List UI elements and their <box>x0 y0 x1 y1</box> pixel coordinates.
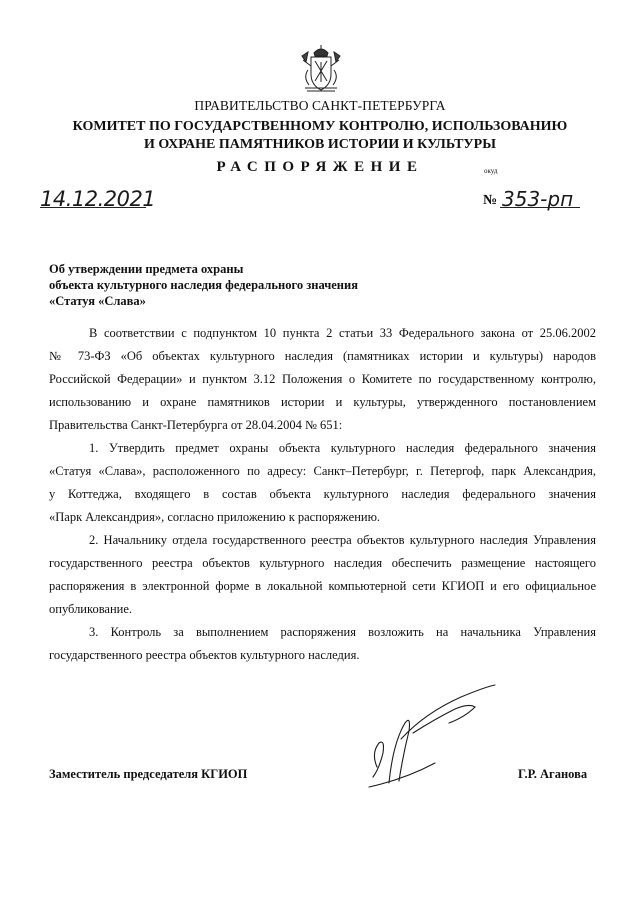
body-line: № 73-ФЗ «Об объектах культурного наследия (памятниках истории и культуры) народов <box>49 349 596 363</box>
body-line: «Парк Александрия», согласно приложению к распоряжению. <box>49 510 381 524</box>
body-line: 2. Начальнику отдела государственного реестра объектов культурного наследия Управления <box>89 533 596 547</box>
document-number: 353-рп <box>502 187 574 211</box>
signer-title: Заместитель председателя КГИОП <box>49 767 248 781</box>
okud-label: окуд <box>484 167 498 175</box>
subject-line: Об утверждении предмета охраны <box>49 262 244 276</box>
committee-name-line1: КОМИТЕТ ПО ГОСУДАРСТВЕННОМУ КОНТРОЛЮ, ИСПОЛЬЗОВАНИЮ <box>72 119 568 134</box>
body-line: В соответствии с подпунктом 10 пункта 2 статьи 33 Федерального закона от 25.06.2002 <box>89 326 596 340</box>
handwritten-signature <box>365 683 500 791</box>
subject-line: объекта культурного наследия федерального значения <box>49 278 358 292</box>
body-line: использованию и охране памятников истории и культуры, утвержденного постановлением <box>49 395 596 409</box>
body-line: Российской Федерации» и пунктом 3.12 Положения о Комитете по государственному контролю, <box>49 372 596 386</box>
body-line: государственного реестра объектов культурного наследия. <box>49 648 360 662</box>
number-label: № <box>483 193 498 208</box>
signer-name: Г.Р. Аганова <box>518 767 588 781</box>
saint-petersburg-coat-of-arms-icon <box>299 44 343 96</box>
document-type-title: РАСПОРЯЖЕНИЕ <box>216 159 424 175</box>
date-underline <box>40 207 146 208</box>
body-line: Правительства Санкт-Петербурга от 28.04.2004 № 651: <box>49 418 343 432</box>
number-underline <box>500 207 580 208</box>
body-line: 1. Утвердить предмет охраны объекта культурного наследия федерального значения <box>89 441 596 455</box>
body-line: государственного реестра объектов культурного наследия обеспечить размещение настоящего <box>49 556 596 570</box>
government-heading: ПРАВИТЕЛЬСТВО САНКТ-ПЕТЕРБУРГА <box>194 98 446 113</box>
body-line: 3. Контроль за выполнением распоряжения возложить на начальника Управления <box>89 625 596 639</box>
body-line: «Статуя «Слава», расположенного по адресу: Санкт–Петербург, г. Петергоф, парк Александрия, <box>49 464 596 478</box>
committee-name-line2: И ОХРАНЕ ПАМЯТНИКОВ ИСТОРИИ И КУЛЬТУРЫ <box>144 137 496 152</box>
document-date: 14.12.2021 <box>40 187 156 211</box>
body-line: опубликование. <box>49 602 133 616</box>
body-line: у Коттеджа, входящего в состав объекта культурного наследия федерального значения <box>49 487 596 501</box>
subject-line: «Статуя «Слава» <box>49 294 146 308</box>
body-line: распоряжения в электронной форме в локальной компьютерной сети КГИОП и его официальное <box>49 579 596 593</box>
